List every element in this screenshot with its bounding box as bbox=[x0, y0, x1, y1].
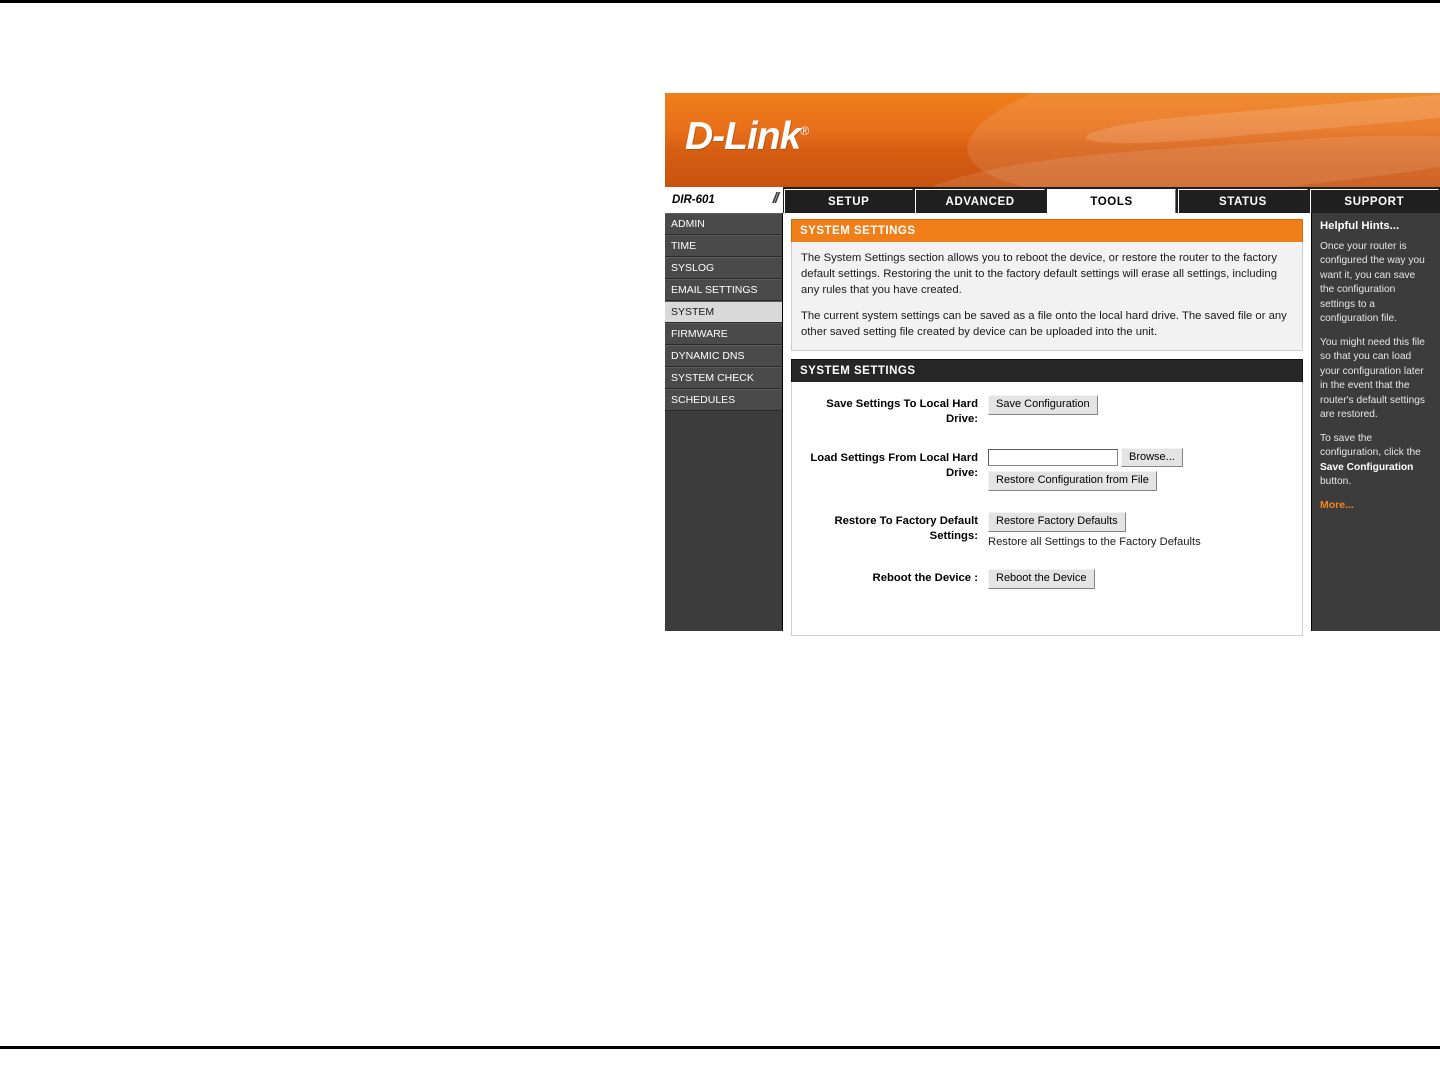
tab-status-label: STATUS bbox=[1218, 195, 1267, 208]
tab-tools-label: TOOLS bbox=[1090, 195, 1133, 208]
reboot-row bbox=[802, 568, 1292, 589]
sidebar-item-dynamic-dns[interactable] bbox=[665, 345, 782, 367]
sidebar-item-time[interactable] bbox=[665, 235, 782, 257]
hints-more-link[interactable]: More... bbox=[1320, 498, 1354, 511]
sidebar-item-schedules[interactable] bbox=[665, 389, 782, 411]
sidebar bbox=[665, 213, 783, 631]
file-picker-row bbox=[988, 448, 1292, 468]
reboot-label: Reboot the Device : bbox=[872, 571, 978, 584]
settings-section-body bbox=[791, 382, 1303, 636]
sidebar-item-email-settings[interactable] bbox=[665, 279, 782, 301]
main-content bbox=[783, 213, 1311, 631]
page-body bbox=[665, 213, 1440, 631]
settings-section-title: SYSTEM SETTINGS bbox=[791, 359, 1303, 382]
tab-support[interactable] bbox=[1310, 189, 1439, 213]
hint-3-pre: To save the configuration, click the bbox=[1320, 432, 1421, 459]
intro-panel-body bbox=[791, 242, 1303, 351]
helpful-hints-panel bbox=[1311, 213, 1440, 631]
sidebar-item-system[interactable] bbox=[665, 301, 782, 323]
hint-paragraph-2: You might need this file so that you can load your configuration later in the event that the router's default settings are restored. bbox=[1320, 336, 1426, 421]
save-settings-row bbox=[802, 394, 1292, 428]
main-navbar bbox=[665, 187, 1440, 213]
hint-paragraph-1: Once your router is configured the way you want it, you can save the configuration settings to a configuration file. bbox=[1320, 241, 1425, 325]
factory-defaults-note: Restore all Settings to the Factory Defaults bbox=[988, 535, 1201, 548]
bottom-border bbox=[0, 1046, 1440, 1049]
router-admin-page bbox=[665, 93, 1440, 631]
sidebar-item-firmware[interactable] bbox=[665, 323, 782, 345]
save-settings-control bbox=[988, 394, 1292, 415]
sidebar-item-label: SYSTEM CHECK bbox=[671, 372, 754, 384]
intro-panel-title: SYSTEM SETTINGS bbox=[791, 219, 1303, 242]
factory-defaults-row bbox=[802, 511, 1292, 548]
sidebar-item-admin[interactable] bbox=[665, 213, 782, 235]
intro-paragraph-1: The System Settings section allows you to reboot the device, or restore the router to the factory default settings. Restoring the unit to the factory default settings will erase all settings, including any rules that you have created. bbox=[801, 252, 1277, 297]
model-name: DIR-601 bbox=[672, 194, 715, 206]
tab-advanced-label: ADVANCED bbox=[945, 195, 1015, 208]
load-settings-row bbox=[802, 448, 1292, 492]
intro-paragraph-2: The current system settings can be saved as a file onto the local hard drive. The saved file or any other saved setting file created by device can be uploaded into the unit. bbox=[801, 310, 1287, 339]
sidebar-item-label: SCHEDULES bbox=[671, 394, 736, 406]
tab-support-label: SUPPORT bbox=[1344, 195, 1405, 208]
sidebar-item-label: ADMIN bbox=[671, 218, 705, 230]
model-label bbox=[665, 187, 783, 213]
tab-tools[interactable] bbox=[1047, 189, 1176, 213]
sidebar-item-label: FIRMWARE bbox=[671, 328, 728, 340]
tab-setup-label: SETUP bbox=[828, 195, 870, 208]
sidebar-item-label: SYSTEM bbox=[671, 306, 715, 318]
sidebar-item-label: TIME bbox=[671, 240, 697, 252]
sidebar-item-label: EMAIL SETTINGS bbox=[671, 284, 758, 296]
sidebar-item-system-check[interactable] bbox=[665, 367, 782, 389]
hint-3-bold: Save Configuration bbox=[1320, 461, 1414, 473]
registered-mark: ® bbox=[800, 124, 809, 138]
tab-status[interactable] bbox=[1178, 189, 1307, 213]
dlink-logo-text: D-Link bbox=[685, 115, 801, 158]
hints-title: Helpful Hints... bbox=[1320, 220, 1400, 232]
factory-defaults-control bbox=[988, 511, 1292, 548]
restore-factory-defaults-button[interactable]: Restore Factory Defaults bbox=[988, 512, 1126, 532]
reboot-control bbox=[988, 568, 1292, 589]
sidebar-item-label: SYSLOG bbox=[671, 262, 715, 274]
browse-button[interactable]: Browse... bbox=[1121, 448, 1183, 468]
sidebar-item-syslog[interactable] bbox=[665, 257, 782, 279]
hint-3-post: button. bbox=[1320, 476, 1352, 488]
top-border bbox=[0, 0, 1440, 3]
nav-tabs bbox=[783, 187, 1440, 213]
config-file-input[interactable] bbox=[988, 449, 1118, 466]
slash-decoration-icon: // bbox=[772, 190, 777, 207]
save-settings-label: Save Settings To Local Hard Drive: bbox=[826, 398, 978, 426]
load-settings-control bbox=[988, 448, 1292, 492]
header-banner bbox=[665, 93, 1440, 187]
tab-advanced[interactable] bbox=[915, 189, 1044, 213]
load-settings-label: Load Settings From Local Hard Drive: bbox=[810, 451, 978, 479]
save-configuration-button[interactable]: Save Configuration bbox=[988, 395, 1098, 415]
sidebar-filler bbox=[665, 411, 782, 631]
sidebar-item-label: DYNAMIC DNS bbox=[671, 350, 745, 362]
dlink-logo bbox=[685, 115, 808, 159]
tab-setup[interactable] bbox=[784, 189, 913, 213]
reboot-device-button[interactable]: Reboot the Device bbox=[988, 569, 1095, 589]
factory-defaults-label: Restore To Factory Default Settings: bbox=[834, 515, 978, 543]
restore-configuration-from-file-button[interactable]: Restore Configuration from File bbox=[988, 471, 1157, 491]
hint-paragraph-3 bbox=[1320, 432, 1432, 490]
